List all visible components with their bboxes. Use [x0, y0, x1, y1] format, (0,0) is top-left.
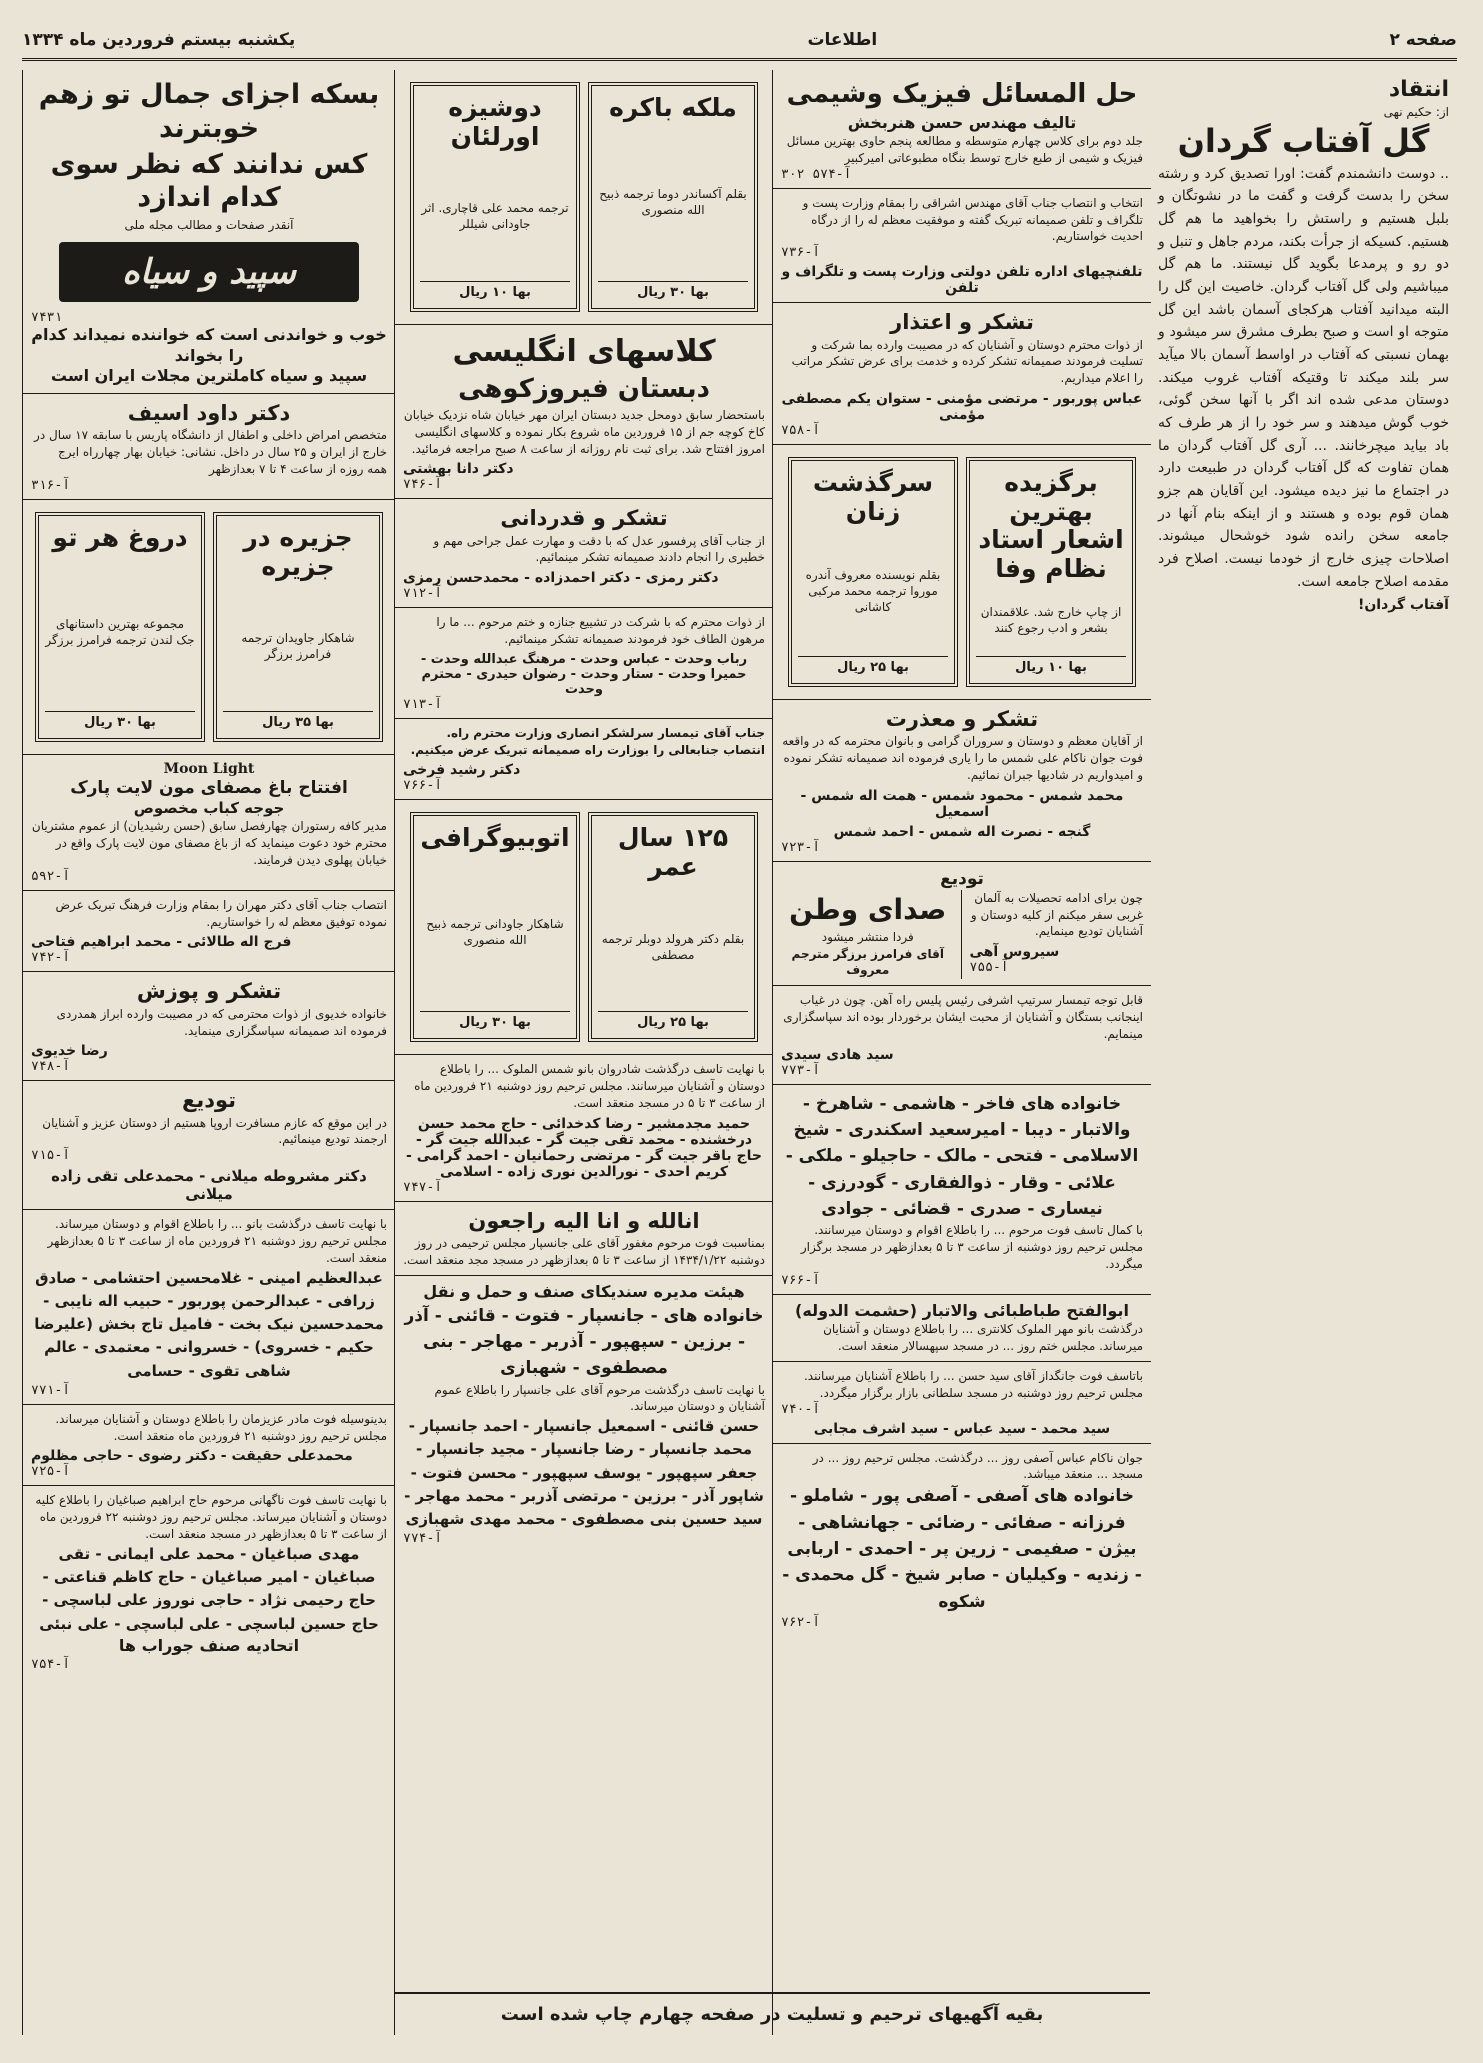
- moonlight-body: مدیر کافه رستوران چهارفصل سابق (حسن رشیدیان) از عموم مشتریان محترم خود دعوت مینماید که از باغ مصفای مون لایت پارک واقع در خیابان پهلوی دیدن فرمایند.: [31, 819, 387, 868]
- page-footer: [394, 1992, 1150, 2035]
- union-title: هیئت مدیره سندیکای صنف و حمل و نقل: [423, 1281, 745, 1301]
- union-body: با نهایت تاسف درگذشت مرحوم آقای علی جانسپار را باطلاع عموم آشنایان و دوستان میرساند.: [434, 1382, 765, 1414]
- voice-title: صدای وطن: [789, 892, 947, 926]
- english-classes-ad: [395, 325, 773, 499]
- header-page-number: صفحه ۲: [1389, 30, 1457, 50]
- book-desc: ترجمه محمد علی قاچاری. اثر جاودانی شیللر: [421, 201, 569, 232]
- inna-body: بمناسبت فوت مرحوم مغفور آقای علی جانسپار مجلس ترحیمی در روز دوشنبه ۱۴۳۴/۱/۲۲ از ساعت ۳ تا ۵ بعدازظهر در مسجد مجد منعقد است.: [403, 1236, 765, 1267]
- obituary-code: آ-۷۵۴: [31, 1656, 71, 1672]
- book-price: بها ۲۵ ریال: [798, 656, 948, 675]
- physics-code: آ-۵۷۴ ۳۰۲: [781, 166, 852, 182]
- book-desc: بقلم آکساندر دوما ترجمه ذبیح الله منصوری: [599, 186, 747, 217]
- obituary-sig: محمدعلی حقیقت - دکتر رضوی - حاجی مظلوم: [31, 1448, 353, 1465]
- police-notice-body: قابل توجه تیمسار سرتیپ اشرفی رئیس پلیس راه آهن. چون در غیاب اینجانب بستگان و آشنایان از محبت ایشان برخوردار بوده اند سپاسگزاری مینمایم.: [783, 993, 1143, 1041]
- farewell-left-ad: [23, 1081, 395, 1210]
- families-names: خانواده های فاخر - هاشمی - شاهرخ - والاتبار - دیبا - امیرسعید اسکندری - شیخ الاسلامی - فتحی - مالک - حاجیلو - ملکی - علائی - وقار - ذوالفقاری - گودرزی - نیساری - صدری - قضائی - جوادی: [785, 1093, 1139, 1219]
- book-ad: [213, 512, 383, 742]
- farewell-title: تودیع: [940, 868, 984, 889]
- sepid-title-2: کس ندانند که نظر سوی کدام اندازد: [50, 148, 368, 214]
- obituary-body: با نهایت تاسف فوت ناگهانی مرحوم حاج ابراهیم صباغیان را باطلاع کلیه دوستان و آشنایان میرساند. مجلس ترحیم روز دوشنبه ۲۲ فروردین ماه از ساعت ۳ تا ۵ بعدازظهر در مسجد منعقد است.: [35, 1493, 387, 1542]
- moonlight-ad: [23, 755, 395, 891]
- thanks-center-code: آ-۷۱۲: [403, 586, 443, 602]
- obituary-union: اتحادیه صنف جوراب ها: [118, 1635, 300, 1655]
- families-code: آ-۷۶۶: [781, 1272, 821, 1288]
- book-desc: از چاپ خارج شد. علاقمندان بشعر و ادب رجوع کنند: [980, 604, 1122, 635]
- congrats-code: آ-۷۴۲: [31, 950, 71, 966]
- thanks-excuse-body: از ذوات محترم دوستان و آشنایان که در مصیبت وارده بما شرکت و تسلیت فرمودند صمیمانه تشکر کرده و خدمت برای عرض تشکر مراتب را اعلام میداریم.: [791, 337, 1143, 386]
- obituary-body: با نهایت تاسف درگذشت بانو ... را باطلاع اقوام و دوستان میرساند. مجلس ترحیم روز دوشنبه ۲۱ فروردین ماه از ساعت ۳ تا ۵ بعدازظهر منعقد است.: [47, 1217, 387, 1265]
- book-ad: [410, 812, 580, 1042]
- book-title: دروغ هر تو: [52, 522, 188, 552]
- appointment-ad: [773, 189, 1151, 303]
- column-right: [1150, 70, 1457, 2035]
- appointment-code: آ-۷۳۶: [781, 245, 821, 261]
- books-row-right: [773, 445, 1151, 700]
- shams-thanks-title: تشکر و معذرت: [885, 706, 1039, 731]
- column-center-right: [772, 70, 1151, 2035]
- book-desc: بقلم دکتر هرولد دوبلر ترجمه مصطفی: [601, 931, 745, 962]
- english-classes-sig: دکتر دانا بهشتی: [403, 461, 514, 478]
- book-desc: مجموعه بهترین داستانهای جک لندن ترجمه فرامرز برزگر: [45, 616, 195, 647]
- obituary-center-ad: [395, 1055, 773, 1201]
- book-price: بها ۳۰ ریال: [420, 1011, 570, 1030]
- book-desc: شاهکار جاویدان ترجمه فرامرز برزگر: [241, 630, 355, 662]
- book-price: بها ۳۰ ریال: [45, 711, 195, 730]
- book-title: ۱۲۵ سال عمر: [617, 823, 729, 882]
- thanks-excuse-title: تشکر و اعتذار: [890, 310, 1034, 335]
- column-left: [22, 70, 395, 2035]
- book-price: بها ۳۵ ریال: [223, 711, 373, 730]
- general-congrats-code: آ-۷۶۶: [403, 778, 443, 794]
- books-row-left: [23, 500, 395, 755]
- physics-body: جلد دوم برای کلاس چهارم متوسطه و مطالعه پنجم حاوی بهترین مسائل فیزیک و شیمی از طبع خارج توسط بنگاه مطبوعاتی امیرکبیر: [786, 134, 1143, 166]
- book-title: برگزیده بهترین اشعار استاد نظام وفا: [978, 467, 1124, 584]
- families-body: با کمال تاسف فوت مرحوم ... را باطلاع اقوام و دوستان میرسانند. مجلس ترحیم روز دوشنبه از ساعت ۳ تا ۵ بعدازظهر در مسجد برگزار میگردد.: [800, 1223, 1143, 1271]
- book-ad: [788, 457, 958, 687]
- shams-thanks-sig-1: محمد شمس - محمود شمس - همت اله شمس - اسمعیل: [800, 787, 1124, 820]
- column-center-left: [394, 70, 773, 2035]
- sepid-tag-1: خوب و خواندنی است که خواننده نمیداند کدام را بخواند: [31, 324, 387, 365]
- thanks-apology-sig: رضا خدیوی: [31, 1043, 108, 1060]
- asefi-body: جوان ناکام عباس آصفی روز ... درگذشت. مجلس ترحیم روز ... در مسجد ... منعقد میباشد.: [812, 1450, 1143, 1482]
- seyed-body: باتاسف فوت جانگداز آقای سید حسن ... را باطلاع آشنایان میرسانند. مجلس ترحیم روز دوشنبه در مسجد سلطانی بازار برگزار میگردد.: [803, 1369, 1143, 1400]
- congrats-sig: فرج اله طالائی - محمد ابراهیم فتاحی: [31, 934, 292, 951]
- books-row-top: [395, 70, 773, 325]
- book-price: بها ۲۵ ریال: [598, 1011, 748, 1030]
- doctor-code: آ-۳۱۶: [31, 477, 71, 493]
- book-ad: [966, 457, 1136, 687]
- union-families: خانواده های - جانسپار - فتوت - قائنی - آذر - برزین - سپهپور - آذربر - مهاجر - بنی مصطفوی - شهبازی: [404, 1305, 764, 1379]
- inna-title: انالله و انا الیه راجعون: [468, 1208, 700, 1233]
- book-desc: بقلم نویسنده معروف آندره موروا ترجمه محمد مرکبی کاشانی: [805, 567, 941, 615]
- english-classes-code: آ-۷۴۶: [403, 477, 443, 493]
- vahdat-thanks-body: از ذوات محترم که با شرکت در تشییع جنازه و ختم مرحوم ... ما را مرهون الطاف خود فرمودند صمیمانه تشکر مینمائیم.: [436, 615, 765, 647]
- obituary-center-code: آ-۷۴۷: [403, 1179, 443, 1195]
- sepid-banner: سپید و سیاه: [59, 242, 359, 302]
- farewell-left-body: در این موقع که عازم مسافرت اروپا هستیم از دوستان عزیز و آشنایان ارجمند تودیع مینمائیم.: [42, 1115, 387, 1147]
- header-paper-name: اطلاعات: [807, 30, 878, 50]
- general-congrats-sig: دکتر رشید فرخی: [403, 762, 521, 779]
- book-title: دوشیزه اورلئان: [448, 93, 542, 151]
- physics-title: حل المسائل فیزیک وشیمی: [786, 79, 1138, 109]
- obituary-center-body: با نهایت تاسف درگذشت شادروان بانو شمس الملوک ... را باطلاع دوستان و آشنایان میرسانند. مجلس ترحیم روز دوشنبه ۲۱ فروردین ماه از ساعت ۳ تا ۵ در مسجد منعقد است.: [414, 1062, 765, 1111]
- obituary-names: مهدی صباغیان - محمد علی ایمانی - تقی صباغیان - امیر صباغیان - حاج کاظم قناعتی - حاج رحیمی نژاد - حاجی نوروز علی لباسچی - حاج حسین لباسچی - علی لباسچی - علی نبئی: [39, 1544, 379, 1633]
- thanks-apology-body: خانواده خدیوی از ذوات محترمی که در مصیبت وارده ابراز همدردی فرموده اند صمیمانه سپاسگزاری مینماید.: [56, 1006, 387, 1038]
- sepid-ad: [23, 70, 395, 394]
- thanks-excuse-ad: [773, 303, 1151, 445]
- english-classes-body: باستحضار سابق دومحل جدید دبستان ایران مهر خیابان شاه نزدیک خیابان کاخ کوچه جم از ۱۵ فروردین ماه شروع بکار نموده و کلاسهای انگلیسی امروز افتتاح شد. برای ثبت نام روزانه از ساعت ۸ صبح مراجعه فرمائید.: [403, 408, 765, 456]
- obituary-body: بدینوسیله فوت مادر عزیزمان را باطلاع دوستان و آشنایان میرساند. مجلس ترحیم روز دوشنبه ۲۱ فروردین ماه منعقد است.: [55, 1411, 387, 1443]
- book-price: بها ۱۰ ریال: [420, 281, 570, 300]
- page-header: [22, 22, 1457, 61]
- book-title: سرگذشت زنان: [812, 467, 934, 526]
- police-notice-code: آ-۷۷۳: [781, 1062, 821, 1078]
- physics-book-ad: [773, 70, 1151, 189]
- thanks-center-title: تشکر و قدردانی: [500, 506, 668, 531]
- obituary-names: عبدالعظیم امینی - غلامحسین احتشامی - صادق زرافی - عبدالرحمن پوربور - حبیب اله نایبی - محمدحسین نیک بخت - فامیل تاج بخش (علیرضا حکیم - خسروی) - خسروانی - معتمدی - عالم شاهی تقوی - حسامی: [34, 1268, 384, 1380]
- seyed-code: آ-۷۴۰: [781, 1401, 821, 1417]
- book-ad: [35, 512, 205, 742]
- thanks-excuse-sig: عباس پوربور - مرتضی مؤمنی - ستوان یکم مصطفی مؤمنی: [781, 390, 1143, 423]
- general-congrats-ad: [395, 719, 773, 801]
- farewell-left-title: تودیع: [181, 1088, 237, 1113]
- sepid-title-1: بسکه اجزای جمال تو زهم خوبترند: [38, 79, 380, 144]
- vahdat-thanks-sig: رباب وحدت - عباس وحدت - مرهنگ عبدالله وحدت - حمیرا وحدت - ستار وحدت - رضوان حیدری - محترم وحدت: [420, 651, 748, 697]
- doctor-body: متخصص امراض داخلی و اطفال از دانشگاه پاریس با سابقه ۱۷ سال در خارج از ایران و ۲۵ سال در داخل. نشانی: خیابان بهار چهارراه ایرج: [34, 428, 387, 460]
- asefi-names: خانواده های آصفی - آصفی پور - شاملو - فرزانه - صفائی - رضائی - جهانشاهی - بیژن - صفیمی - زرین پر - احمدی - اربابی - زندیه - وکیلیان - صابر شیخ - گل محمدی - شکوه: [782, 1486, 1142, 1612]
- congrats-ad: [23, 891, 395, 973]
- thanks-excuse-code: آ-۷۵۸: [781, 422, 821, 438]
- obituary-code: آ-۷۲۵: [31, 1464, 71, 1480]
- thanks-apology-code: آ-۷۴۸: [31, 1059, 71, 1075]
- obituary-ad: [23, 1486, 395, 1677]
- asefi-code: آ-۷۶۲: [781, 1614, 821, 1630]
- farewell-ad: [773, 862, 1151, 986]
- book-price: بها ۳۰ ریال: [598, 281, 748, 300]
- article-body: .. دوست دانشمندم گفت: اورا تصدیق کرد و رشته سخن را بدست گرفت و گفت ما در نشوتگان و بلبل هستیم و راستش را بخواهید ما هم گل هستیم. کسیکه از جرأت بکند، مردم جاهل و تنبل و دو رو و پرمدعا بگوید گل نیستند. ما هم گل میباشیم ولی گل آفتاب گردان. خاصیت این گل را البته میدانید آفتاب هرکجای آسمان باشد این گل متوجه او است و صبح بطرف مشرق سر میشود و بهمان نسبتی که آفتاب در اواسط آسمان بالا میآید سر بلند میکند تا وقتیکه آفتاب غروب میکند. دوستان مدعی شده اند اگر با آنها سخن گوئی، خوب گوش میدهند و سر خود را از هر طرف که باد بیاید میچرخانند. ... آری گل آفتاب گردان ما همان تفاوت که گل آفتاب گردان در طبیعت دارد در اجتماع ما نیز دیده میشود. این آقایان هم جزو همان قوم بوده و هستند و از اینکه بنام آنها در جامعه سخن رانده شود خوشحال میشوند. اصلاحات چیزی خارج از خودما نیست. اصلاح فرد مقدمه اصلاح جامعه است.: [1158, 165, 1449, 590]
- book-price: بها ۱۰ ریال: [976, 656, 1126, 675]
- book-ad: [588, 82, 758, 312]
- article-byline: از: حکیم نهی: [1383, 104, 1449, 119]
- thanks-apology-ad: [23, 972, 395, 1081]
- thanks-center-ad: [395, 499, 773, 608]
- voice-sub: فردا منتشر میشود: [821, 929, 914, 944]
- book-title: ملکه باکره: [609, 93, 737, 122]
- critique-article: [1150, 70, 1457, 619]
- moonlight-sub: جوجه کباب مخصوص: [133, 798, 285, 817]
- abolfath-body: درگذشت بانو مهر الملوک کلانتری ... را باطلاع دوستان و آشنایان میرساند. مجلس ختم روز ... در مسجد سپهسالار منعقد است.: [823, 1322, 1143, 1354]
- header-date: یکشنبه بیستم فروردین ماه ۱۳۳۴: [22, 30, 296, 50]
- section-title: انتقاد: [1388, 77, 1449, 102]
- police-notice-ad: [773, 986, 1151, 1084]
- doctor-ad: [23, 394, 395, 500]
- moonlight-title: افتتاح باغ مصفای مون لایت پارک: [70, 777, 348, 798]
- farewell-body: چون برای ادامه تحصیلات به آلمان غربی سفر میکنم از کلیه دوستان و آشنایان تودیع مینمایم.: [970, 890, 1143, 939]
- school-title: دبستان فیروزکوهی: [458, 373, 710, 404]
- shams-thanks-code: آ-۷۲۳: [781, 839, 821, 855]
- obituary-ad: [23, 1210, 395, 1405]
- book-ad: [588, 812, 758, 1042]
- obituary-center-sig: حمید مجدمشیر - رضا کدخدائی - حاج محمد حسن درخشنده - محمد تقی جیت گر - عبدالله جیت گر - حاج باقر جیت گر - مرتضی رحمانیان - احمد گرامی - کریم احدی - نورالدین نوری زاده - اسلامی: [406, 1115, 762, 1180]
- farewell-left-code: آ-۷۱۵: [31, 1148, 71, 1164]
- book-desc: شاهکار جاودانی ترجمه ذبیح الله منصوری: [426, 917, 564, 948]
- asefi-ad: [773, 1444, 1151, 1636]
- farewell-code: آ-۷۵۵: [969, 960, 1009, 976]
- sepid-code: ۷۴۳۱: [31, 309, 63, 325]
- book-title: اتوبیوگرافی: [420, 823, 570, 853]
- english-classes-title: کلاسهای انگلیسی: [452, 334, 716, 369]
- article-title: گل آفتاب گردان: [1177, 121, 1430, 160]
- continued-notice: بقیه آگهیهای ترحیم و تسلیت در صفحه چهارم چاپ شده است: [500, 2004, 1044, 2025]
- voice-author: آقای فرامرز برزگر مترجم معروف: [791, 946, 944, 978]
- shams-thanks-body: از آقایان معظم و دوستان و سروران گرامی و بانوان محترمه که در واقعه فوت جوان ناکام علی شمس ما را یاری فرموده اند صمیمانه تشکر نموده و امیدواریم در شادیها جبران نمائیم.: [782, 734, 1143, 782]
- farewell-left-sig: دکتر مشروطه میلانی - محمدعلی تقی زاده میلانی: [51, 1167, 367, 1204]
- police-notice-sig: سید هادی سیدی: [781, 1046, 894, 1063]
- doctor-hours: همه روزه از ساعت ۴ تا ۷ بعدازظهر: [208, 462, 387, 477]
- books-row-middle: [395, 800, 773, 1055]
- doctor-title: دکتر داود اسیف: [127, 401, 291, 426]
- article-end: آفتاب گردان!: [1357, 597, 1449, 614]
- vahdat-thanks-code: آ-۷۱۳: [403, 696, 443, 712]
- obituary-code: آ-۷۷۱: [31, 1382, 71, 1398]
- thanks-center-sig: دکتر رمزی - دکتر احمدزاده - محمدحسن رمزی: [403, 570, 719, 587]
- abolfath-ad: [773, 1295, 1151, 1362]
- appointment-sig: تلفنچیهای اداره تلفن دولتی وزارت پست و تلگراف و تلفن: [781, 264, 1143, 297]
- union-ad: [395, 1276, 773, 1553]
- shams-thanks-ad: [773, 700, 1151, 862]
- obituary-ad: [23, 1405, 395, 1487]
- appointment-body: انتخاب و انتصاب جناب آقای مهندس اشراقی را بمقام وزارت پست و تلگراف و تلفن صمیمانه تبریک گفته و موفقیت معظم له را از درگاه احدیت خواستاریم.: [802, 195, 1143, 244]
- farewell-sig: سیروس آهی: [969, 944, 1060, 961]
- sepid-tag-2: سپید و سیاه کاملترین مجلات ایران است: [50, 366, 368, 386]
- seyed-ad: [773, 1362, 1151, 1444]
- thanks-apology-title: تشکر و پوزش: [136, 979, 282, 1004]
- seyed-sig: سید محمد - سید عباس - سید اشرف مجابی: [813, 1420, 1111, 1437]
- book-ad: [410, 82, 580, 312]
- thanks-center-body: از جناب آقای پرفسور عدل که با دقت و مهارت عمل جراحی مهم و خطیری را انجام دادند صمیمانه تشکر مینمائیم.: [433, 533, 765, 565]
- congrats-body: انتصاب جناب آقای دکتر مهران را بمقام وزارت فرهنگ تبریک عرض نموده توفیق معظم له را خواستاریم.: [55, 897, 387, 929]
- union-code: آ-۷۷۴: [403, 1531, 443, 1547]
- general-congrats-body: جناب آقای تیمسار سرلشکر انصاری وزارت محترم راه. انتصاب جنابعالی را بوزارت راه صمیمانه تبریک عرض میکنیم.: [410, 725, 765, 757]
- sepid-subtitle: آنقدر صفحات و مطالب مجله ملی: [124, 218, 294, 232]
- physics-author: تالیف مهندس حسن هنربخش: [847, 112, 1077, 132]
- inna-ad: [395, 1202, 773, 1276]
- vahdat-thanks-ad: [395, 608, 773, 719]
- abolfath-title: ابوالفتح طباطبائی والاتبار (حشمت الدوله): [795, 1300, 1129, 1320]
- moonlight-code: آ-۵۹۲: [31, 868, 71, 884]
- newspaper-page: [22, 22, 1457, 2042]
- union-names: حسن قائنی - اسمعیل جانسپار - احمد جانسپار - محمد جانسپار - رضا جانسپار - مجید جانسپار - جعفر سپهپور - یوسف سپهپور - محسن فتوت - شاپور آذر - برزین - مرتضی آذربر - محمد مهاجر - سید حسین بنی مصطفوی - محمد مهدی شهبازی: [404, 1417, 764, 1529]
- families-ad: [773, 1085, 1151, 1295]
- shams-thanks-sig-2: گنجه - نصرت اله شمس - احمد شمس: [833, 823, 1091, 840]
- moonlight-latin: Moon Light: [163, 760, 255, 777]
- book-title: جزیره در جزیره: [243, 522, 353, 581]
